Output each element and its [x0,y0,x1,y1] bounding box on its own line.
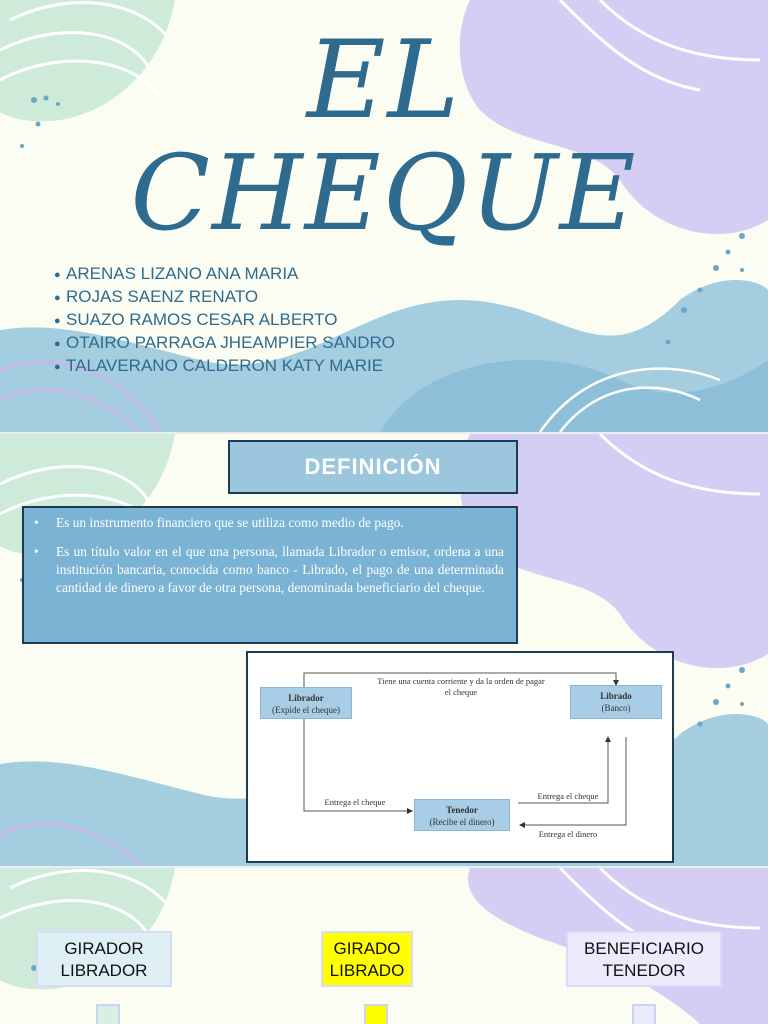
category-beneficiario: BENEFICIARIO TENEDOR [566,931,722,987]
definition-paragraph: • Es un instrumento financiero que se utiliza como medio de pago. [34,515,404,530]
author-item: ● OTAIRO PARRAGA JHEAMPIER SANDRO [54,331,395,354]
connector-stem [96,1004,120,1024]
bullet-icon: • [34,515,39,530]
definition-heading: DEFINICIÓN [228,440,518,494]
node-librador: Librador (Expide el cheque) [260,687,352,719]
bullet-icon: • [34,544,39,559]
roles-slide [0,868,768,1024]
bullet-icon: ● [54,292,61,304]
title-line-el: EL [306,18,462,143]
author-item: ● ARENAS LIZANO ANA MARIA [54,262,395,285]
title-line-cheque: CHEQUE [130,132,638,254]
bullet-icon: ● [54,361,61,373]
author-item: ● SUAZO RAMOS CESAR ALBERTO [54,308,395,331]
label-orden-pago: Tiene una cuenta corriente y da la orden de pagar el cheque [377,676,545,697]
definition-slide [0,434,768,866]
connector-stem [364,1004,388,1024]
bullet-icon: ● [54,315,61,327]
author-item: ● TALAVERANO CALDERON KATY MARIE [54,354,395,377]
node-librado: Librado (Banco) [570,685,662,719]
label-entrega-cheque-right: Entrega el cheque [537,791,599,801]
bullet-icon: ● [54,338,61,350]
label-entrega-cheque-left: Entrega el cheque [324,797,386,807]
cheque-flow-diagram [246,651,674,863]
bullet-icon: ● [54,269,61,281]
connector-stem [632,1004,656,1024]
category-girador: GIRADOR LIBRADOR [36,931,172,987]
author-item: ● ROJAS SAENZ RENATO [54,285,395,308]
title-slide [0,0,768,432]
author-list [54,262,395,377]
label-entrega-dinero: Entrega el dinero [538,829,598,839]
node-tenedor: Tenedor (Recibe el dinero) [414,799,510,831]
definition-box [22,506,518,644]
definition-paragraph: • Es un título valor en el que una persona, llamada Librador o emisor, ordena a una institución bancaria, conocida como banco - Librado, el pago de una determinada cantidad de dinero a favor de otra persona, denominada beneficiario del cheque. [34,544,504,595]
category-girado: GIRADO LIBRADO [321,931,413,987]
